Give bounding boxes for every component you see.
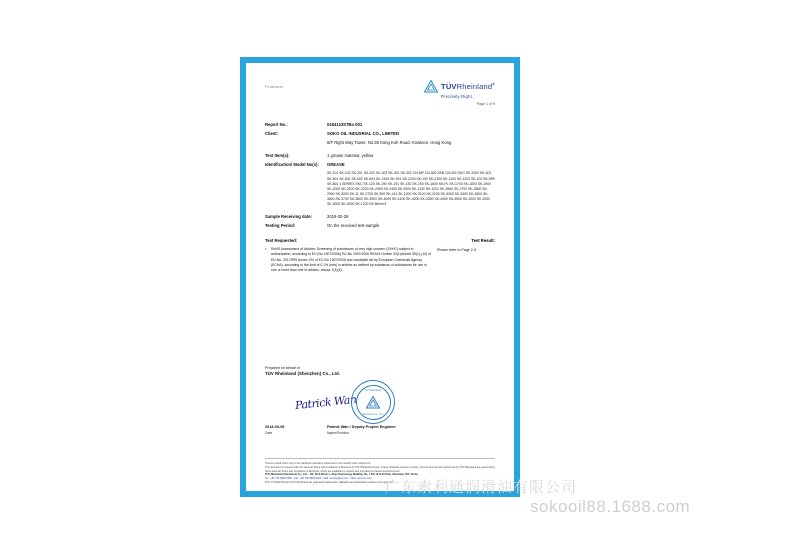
field-value: SOKO OIL INDUSRIAL CO., LIMITED [327, 131, 399, 137]
fields-table [265, 122, 495, 229]
field-row-testing-period [265, 223, 495, 229]
signature-date: 2018-03-05 [265, 425, 285, 429]
field-row-report-no [265, 122, 495, 128]
list-item [265, 247, 431, 273]
watermark-site: sokooil88.1688.com [530, 497, 691, 516]
signing-company: TÜV Rheinland (Shenzhen) Co., Ltd. [265, 371, 340, 376]
test-requested-list [265, 247, 437, 273]
producer-label: Producer [265, 84, 284, 89]
tuv-name-part2: Rheinland [456, 82, 493, 91]
field-value: On the received test-sample [327, 223, 380, 229]
bullet-icon: • [265, 247, 267, 252]
field-value: SK-101 SK-102 SK-201 SK-202 SK-203 SK-301 SK-302 CN-MP CN-300 SKB CN-400 SKG SK-2000 SK-401 SK-501 SK-601 SK-602 SK-603 SK-2100 SK-901 SK-2200 SK-102 SK-2300 SK-1100 SK-1200 SK-102 SK-999 SK-801 1 SERIES SKC SK-123 SK-190 SK-191 SK-192 SK-193 SK-1600 SK-PL SK-1700 SK-1800 SK-1900 SK-2000 SK-2100 SK-2200 SK-2300 SK-2400 SK-2500 SK-1100 SK-1201 SK-2600 SK-2700 SK-2800 SK-2900 SK-3000 SK-11 SK-2705 SK-500 SK-411 SK-1200 SK-3100 SK-3200 SK-3300 SK-3400 SK-3500 SK-3600 SK-3700 SK-3800 SK-3900 SK-4000 SK-4100 SK-4200 SK-4300 SK-4400 SK-4500 SK-1000 SK-2000 SK-3000 SK-4000 SK-1200 SK Blend II [327, 171, 495, 207]
tuv-logo [424, 80, 495, 99]
footer-line: TÜV, TÜVdotCOM and TÜV Rheinland are registered trademarks. Utilisation and application requires prior approval. [265, 480, 394, 484]
field-value: 0184123S7Bo 001 [327, 122, 363, 127]
signature-date-col [265, 425, 327, 435]
list-item-text: RoHS Assessment of Articles: Screening of substances of very high concern (SVHC) subject to authorisation, according to EU (No 1907/2006) EU-No 1907/2006 REACH Article 33(1)/Article 59(1)-(10) of EU-No. 2017/999 Annex XIV of EC-No 1907/2006 and candidate list by European Chemicals Agency (ECHA), according to the limit of 0.1% (w/w) in articles as defined by substance of substances for use in one or more than one of articles, clause 7(4)(4). [271, 247, 432, 273]
tuv-name-part1: TÜV [441, 82, 457, 91]
registered-mark: ® [492, 82, 495, 87]
test-result-label: Test Result: [471, 238, 495, 244]
field-row-identification [265, 162, 495, 168]
field-label: Test Item(s): [265, 153, 290, 159]
tuv-triangle-icon [424, 80, 438, 93]
signature-area [265, 378, 495, 424]
field-value: GREASE [327, 162, 345, 168]
field-row-test-item [265, 153, 495, 159]
results-header-row [265, 238, 495, 244]
field-row-model-list [265, 171, 495, 207]
test-result-value: Please refer to Page 2-9 [437, 248, 476, 253]
footer-line: TÜV Rheinland (Shenzhen) Co., Ltd. · 3/F, Tech Block 1, Jinye Technology Building, No. 1 Rd, Hi-Tech Park, Shenzhen, P.R. China [265, 473, 418, 477]
signature-caption-row [265, 425, 495, 435]
watermark-company-chinese: 广东索利通润滑油有限公司 [385, 478, 578, 496]
field-value: 2018-02-28 [327, 214, 349, 220]
prepared-on-behalf-label: Prepared on behalf of [265, 366, 300, 370]
footer-line: Tel.: +86 755 8828 0888 · Fax: +86 755 8828 0000 · Mail: service@tuv.com · Web: www.tuv.com [265, 477, 372, 480]
page-indicator: Page 1 of 9 [476, 102, 495, 106]
field-label [265, 171, 327, 207]
signature-block [265, 366, 495, 435]
document-header [265, 80, 495, 114]
field-label: Client: [265, 131, 279, 137]
seal-bottom-text: Shenzhen Co., Ltd. [362, 412, 384, 416]
field-label [265, 140, 327, 146]
footer-line: This document is issued under the General Terms and Conditions of Business of TÜV Rheinland Group. Unless otherwise agreed in writing, all work and services performed by TÜV Rheinland are governed by these General Terms and Conditions of Business, which are available on request and may also be viewed at www.tuv.com. [265, 465, 495, 473]
field-row-client-address [265, 140, 495, 146]
seal-inner-ring [356, 385, 391, 420]
handwritten-signature: Patrick Wan [294, 392, 357, 413]
field-value: 1 grease material, yellow [327, 153, 374, 159]
seal-top-text: TÜV Rheinland [364, 388, 382, 392]
tuv-seal-icon [351, 380, 395, 424]
field-row-sample-receiving-date [265, 214, 495, 220]
seal-triangle-icon [366, 396, 380, 409]
signature-date-caption: Date [265, 431, 273, 435]
field-value: 6/F Right Way Tower, No.35 Kong Koh Road, Kowloon, Hong Kong [327, 140, 452, 146]
certificate-page [246, 63, 514, 491]
results-body [265, 247, 495, 273]
footer-line: This test result refers only to the particular sample(s) tested and to the specific tests carried out. [265, 462, 371, 465]
test-requested-label: Test Requested: [265, 238, 298, 244]
certificate-page-frame [240, 57, 520, 497]
signature-name-col [327, 425, 495, 435]
field-label: Testing Period: [265, 223, 296, 229]
field-label: Sample Receiving date: [265, 214, 313, 220]
field-row-client [265, 131, 495, 137]
signer-name-position: Patrick Wan / Deputy Project Engineer [327, 425, 396, 429]
field-label: Identification/ Model No(s): [265, 162, 319, 168]
tuv-slogan: Precisely Right. [441, 94, 474, 99]
tuv-wordmark [441, 82, 495, 91]
field-label: Report No.: [265, 122, 288, 127]
signer-caption: Name/Position [327, 431, 350, 435]
